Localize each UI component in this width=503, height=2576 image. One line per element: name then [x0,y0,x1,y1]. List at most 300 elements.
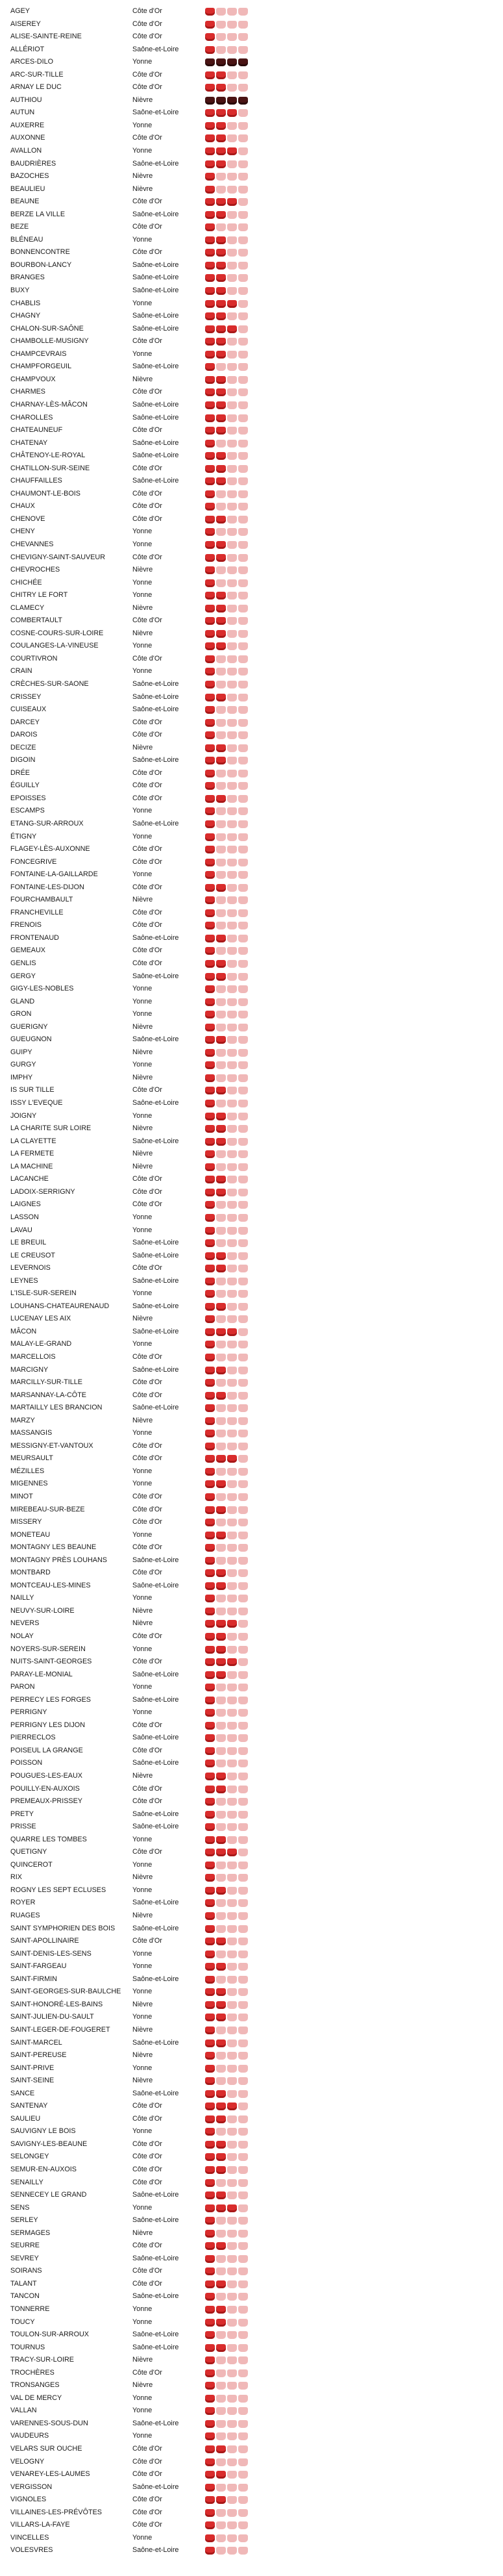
rating-segment-icon [238,1239,248,1247]
department-name: Côte d'Or [132,1518,162,1526]
list-item [10,818,231,831]
list-item [10,2075,231,2088]
commune-name: POUILLY-EN-AUXOIS [10,1784,80,1793]
rating-icons [205,947,248,955]
list-item [10,1351,231,1364]
list-item [10,221,231,234]
rating-icons [205,1417,248,1425]
list-item [10,779,231,792]
rating-segment-icon [238,579,248,587]
rating-segment-icon [205,2102,215,2110]
rating-segment-icon [227,2102,237,2110]
rating-segment-icon [216,376,226,384]
department-name: Nièvre [132,2229,153,2237]
rating-segment-icon [227,8,237,16]
department-name: Yonne [132,1340,153,1348]
rating-segment-icon [205,71,215,79]
rating-segment-icon [238,668,248,676]
list-item [10,259,231,272]
rating-segment-icon [205,2267,215,2275]
rating-icons [205,820,248,828]
rating-segment-icon [216,1379,226,1387]
rating-segment-icon [216,770,226,777]
rating-segment-icon [216,2445,226,2453]
list-item [10,1973,231,1986]
commune-name: BRANGES [10,273,45,282]
rating-segment-icon [227,1176,237,1183]
department-name: Yonne [132,2305,153,2313]
rating-icons [205,1354,248,1361]
list-item [10,1923,231,1936]
rating-segment-icon [216,1544,226,1552]
list-item [10,1897,231,1910]
rating-icons [205,1519,248,1526]
rating-segment-icon [205,440,215,448]
rating-segment-icon [227,477,237,485]
rating-segment-icon [238,1887,248,1895]
list-item [10,399,231,412]
department-name: Yonne [132,147,153,155]
commune-name: CRISSEY [10,692,42,701]
rating-segment-icon [227,1506,237,1514]
department-name: Côte d'Or [132,337,162,346]
commune-name: PIERRECLOS [10,1734,56,1742]
rating-segment-icon [227,46,237,54]
rating-icons [205,2052,248,2060]
rating-icons [205,351,248,359]
list-item [10,424,231,437]
rating-segment-icon [238,287,248,295]
rating-segment-icon [216,2230,226,2238]
rating-segment-icon [205,528,215,536]
rating-segment-icon [238,985,248,993]
rating-segment-icon [216,1620,226,1628]
rating-segment-icon [216,109,226,117]
rating-segment-icon [227,427,237,435]
rating-icons [205,325,248,333]
rating-segment-icon [227,1912,237,1920]
rating-segment-icon [216,1734,226,1742]
department-name: Côte d'Or [132,489,162,498]
department-name: Saône-et-Loire [132,1251,179,1259]
rating-segment-icon [227,960,237,968]
department-name: Côte d'Or [132,7,162,15]
list-item [10,1491,231,1504]
rating-segment-icon [216,236,226,244]
rating-segment-icon [238,1899,248,1907]
commune-name: L'ISLE-SUR-SEREIN [10,1289,77,1298]
rating-segment-icon [205,160,215,168]
rating-icons [205,97,248,105]
rating-segment-icon [205,312,215,320]
rating-segment-icon [216,731,226,739]
rating-segment-icon [205,1455,215,1463]
rating-segment-icon [238,1798,248,1806]
commune-name: LE BREUIL [10,1239,47,1247]
department-name: Yonne [132,1962,153,1971]
rating-segment-icon [238,1074,248,1082]
commune-name: GIGY-LES-NOBLES [10,985,74,993]
commune-name: FRANCHEVILLE [10,908,64,916]
rating-segment-icon [205,859,215,866]
rating-segment-icon [227,84,237,92]
rating-segment-icon [238,1189,248,1196]
department-name: Côte d'Or [132,1391,162,1399]
list-item [10,1059,231,1072]
department-name: Nièvre [132,2000,153,2008]
rating-segment-icon [216,554,226,562]
commune-name: SENS [10,2203,30,2212]
rating-icons [205,1404,248,1412]
list-item [10,970,231,983]
rating-segment-icon [205,122,215,130]
rating-segment-icon [205,198,215,206]
rating-segment-icon [216,884,226,892]
rating-icons [205,770,248,777]
rating-segment-icon [227,1963,237,1971]
rating-segment-icon [238,1049,248,1057]
commune-name: QUETIGNY [10,1848,47,1856]
rating-segment-icon [205,211,215,219]
rating-segment-icon [227,351,237,359]
department-name: Saône-et-Loire [132,1099,179,1107]
department-name: Saône-et-Loire [132,2254,179,2262]
rating-segment-icon [205,744,215,752]
rating-segment-icon [227,617,237,625]
list-item [10,2418,231,2431]
rating-segment-icon [238,820,248,828]
rating-segment-icon [216,21,226,29]
rating-segment-icon [205,973,215,981]
department-name: Yonne [132,2533,153,2542]
department-name: Saône-et-Loire [132,159,179,168]
commune-name: MÉZILLES [10,1467,45,1475]
department-name: Nièvre [132,1073,153,1081]
department-name: Côte d'Or [132,70,162,79]
department-name: Saône-et-Loire [132,413,179,422]
rating-icons [205,1379,248,1387]
rating-icons [205,2319,248,2327]
rating-segment-icon [227,554,237,562]
rating-segment-icon [216,1087,226,1094]
department-name: Côte d'Or [132,921,162,929]
rating-segment-icon [205,2128,215,2136]
rating-segment-icon [227,782,237,790]
list-item [10,1224,231,1237]
rating-segment-icon [216,820,226,828]
rating-segment-icon [227,1493,237,1501]
department-name: Côte d'Or [132,616,162,625]
rating-segment-icon [227,2432,237,2440]
commune-name: DRÉE [10,768,30,777]
rating-icons [205,2496,248,2504]
rating-segment-icon [205,896,215,904]
rating-segment-icon [216,173,226,181]
rating-segment-icon [227,2344,237,2352]
commune-name: ARCES-DILO [10,58,53,66]
commune-name: AUXONNE [10,134,45,142]
rating-segment-icon [216,681,226,688]
rating-segment-icon [227,2027,237,2034]
rating-segment-icon [238,566,248,574]
list-item [10,2468,231,2481]
rating-segment-icon [238,2306,248,2314]
department-name: Côte d'Or [132,2495,162,2504]
commune-name: LE CREUSOT [10,1251,55,1259]
rating-segment-icon [205,2242,215,2250]
list-item [10,2544,231,2557]
rating-segment-icon [205,1417,215,1425]
list-item [10,1338,231,1351]
rating-segment-icon [216,2534,226,2542]
rating-segment-icon [216,2153,226,2161]
rating-icons [205,1341,248,1348]
rating-icons [205,1303,248,1311]
rating-segment-icon [227,630,237,638]
rating-segment-icon [205,2356,215,2364]
rating-icons [205,1658,248,1666]
list-item [10,81,231,94]
rating-segment-icon [238,655,248,663]
rating-segment-icon [205,807,215,815]
rating-segment-icon [216,2204,226,2212]
rating-segment-icon [238,2382,248,2390]
rating-segment-icon [227,312,237,320]
commune-name: CHICHÉE [10,578,42,587]
rating-icons [205,1163,248,1171]
commune-name: QUARRE LES TOMBES [10,1835,87,1843]
rating-segment-icon [238,1480,248,1488]
department-name: Yonne [132,997,153,1005]
list-item [10,31,231,44]
department-name: Côte d'Or [132,2102,162,2110]
department-name: Nièvre [132,2356,153,2364]
rating-segment-icon [227,1392,237,1400]
department-name: Saône-et-Loire [132,933,179,942]
rating-icons [205,2014,248,2021]
rating-icons [205,2484,248,2492]
rating-segment-icon [216,147,226,155]
rating-segment-icon [238,427,248,435]
rating-icons [205,223,248,231]
rating-segment-icon [216,795,226,803]
department-name: Saône-et-Loire [132,1137,179,1145]
rating-segment-icon [238,2471,248,2479]
rating-segment-icon [238,1061,248,1069]
rating-icons [205,1074,248,1082]
rating-segment-icon [216,1823,226,1831]
rating-icons [205,2547,248,2555]
rating-segment-icon [227,922,237,929]
rating-segment-icon [227,1138,237,1146]
list-item [10,2253,231,2266]
list-item [10,2290,231,2303]
rating-segment-icon [216,2027,226,2034]
rating-segment-icon [205,1646,215,1654]
rating-icons [205,909,248,917]
department-name: Saône-et-Loire [132,1975,179,1983]
rating-icons [205,2458,248,2466]
commune-name: SEVREY [10,2254,39,2262]
commune-name: NUITS-SAINT-GEORGES [10,1658,92,1666]
rating-segment-icon [238,1163,248,1171]
list-item [10,1262,231,1275]
rating-segment-icon [205,1544,215,1552]
rating-segment-icon [205,694,215,701]
commune-name: LA MACHINE [10,1162,53,1170]
rating-segment-icon [227,198,237,206]
list-item [10,132,231,145]
list-item [10,2342,231,2355]
rating-segment-icon [216,262,226,270]
rating-segment-icon [216,1443,226,1450]
commune-name: ARC-SUR-TILLE [10,70,64,79]
commune-name: FOURCHAMBAULT [10,896,73,904]
rating-segment-icon [238,1874,248,1882]
commune-name: MIREBEAU-SUR-BEZE [10,1505,85,1513]
rating-segment-icon [216,1417,226,1425]
rating-segment-icon [227,681,237,688]
rating-segment-icon [205,1252,215,1260]
list-item [10,805,231,818]
rating-segment-icon [227,541,237,549]
rating-segment-icon [216,922,226,929]
list-item [10,1960,231,1973]
rating-segment-icon [238,1024,248,1031]
rating-segment-icon [238,973,248,981]
rating-segment-icon [216,1786,226,1793]
rating-segment-icon [216,338,226,346]
commune-name: TOULON-SUR-ARROUX [10,2330,89,2339]
rating-segment-icon [216,630,226,638]
rating-icons [205,1265,248,1272]
commune-name: AGEY [10,7,31,15]
rating-segment-icon [205,884,215,892]
rating-segment-icon [227,21,237,29]
rating-icons [205,401,248,409]
rating-segment-icon [238,922,248,929]
rating-icons [205,554,248,562]
list-item [10,1084,231,1097]
department-name: Yonne [132,2013,153,2021]
rating-icons [205,2179,248,2187]
rating-segment-icon [205,1823,215,1831]
rating-segment-icon [227,1709,237,1717]
rating-segment-icon [216,1125,226,1133]
rating-segment-icon [205,566,215,574]
rating-icons [205,477,248,485]
rating-segment-icon [216,744,226,752]
rating-segment-icon [238,325,248,333]
commune-name: LA FERMETE [10,1150,55,1158]
rating-segment-icon [227,376,237,384]
commune-name: SAVIGNY-LES-BEAUNE [10,2140,88,2148]
commune-name: CHAUX [10,502,35,511]
commune-name: CHAMBOLLE-MUSIGNY [10,337,89,346]
rating-segment-icon [205,1379,215,1387]
department-name: Saône-et-Loire [132,324,179,333]
rating-segment-icon [227,592,237,600]
rating-icons [205,642,248,650]
department-name: Saône-et-Loire [132,972,179,980]
department-name: Côte d'Or [132,1264,162,1272]
rating-segment-icon [238,160,248,168]
rating-segment-icon [216,642,226,650]
commune-name: ALISE-SAINTE-REINE [10,32,82,41]
department-name: Yonne [132,2203,153,2212]
rating-segment-icon [238,1443,248,1450]
list-item [10,69,231,82]
rating-icons [205,84,248,92]
commune-name: PRETY [10,1810,34,1818]
rating-segment-icon [216,973,226,981]
rating-segment-icon [238,2420,248,2428]
rating-segment-icon [205,1747,215,1755]
list-item [10,2367,231,2380]
rating-segment-icon [227,1620,237,1628]
list-item [10,1656,231,1669]
department-name: Saône-et-Loire [132,692,179,701]
list-item [10,2088,231,2101]
rating-segment-icon [216,516,226,524]
rating-segment-icon [238,1265,248,1272]
rating-segment-icon [238,1150,248,1158]
list-item [10,983,231,996]
rating-segment-icon [238,401,248,409]
rating-segment-icon [205,2395,215,2403]
rating-icons [205,186,248,194]
rating-segment-icon [227,859,237,866]
rating-segment-icon [238,1278,248,1285]
rating-segment-icon [216,427,226,435]
rating-segment-icon [216,1887,226,1895]
rating-segment-icon [205,1874,215,1882]
rating-segment-icon [227,147,237,155]
rating-segment-icon [216,84,226,92]
department-name: Yonne [132,527,153,536]
rating-segment-icon [238,795,248,803]
rating-segment-icon [205,2166,215,2174]
list-item [10,2240,231,2253]
rating-segment-icon [227,1786,237,1793]
list-item [10,2100,231,2113]
rating-segment-icon [216,1773,226,1780]
commune-name: MESSIGNY-ET-VANTOUX [10,1441,93,1450]
commune-name: FRONTENAUD [10,933,59,942]
rating-segment-icon [238,642,248,650]
rating-segment-icon [216,2065,226,2073]
rating-icons [205,1988,248,1996]
rating-segment-icon [216,2484,226,2492]
rating-icons [205,846,248,853]
rating-segment-icon [205,300,215,308]
rating-segment-icon [238,617,248,625]
rating-segment-icon [205,427,215,435]
rating-segment-icon [216,249,226,257]
list-item [10,1681,231,1694]
rating-segment-icon [216,134,226,142]
rating-icons [205,1569,248,1577]
rating-icons [205,503,248,511]
rating-segment-icon [238,2331,248,2339]
rating-segment-icon [227,820,237,828]
list-item [10,1376,231,1389]
commune-name: SAINT-DENIS-LES-SENS [10,1949,92,1958]
rating-segment-icon [205,1912,215,1920]
commune-name: SAUVIGNY LE BOIS [10,2127,76,2136]
rating-segment-icon [205,2090,215,2098]
rating-segment-icon [227,1480,237,1488]
